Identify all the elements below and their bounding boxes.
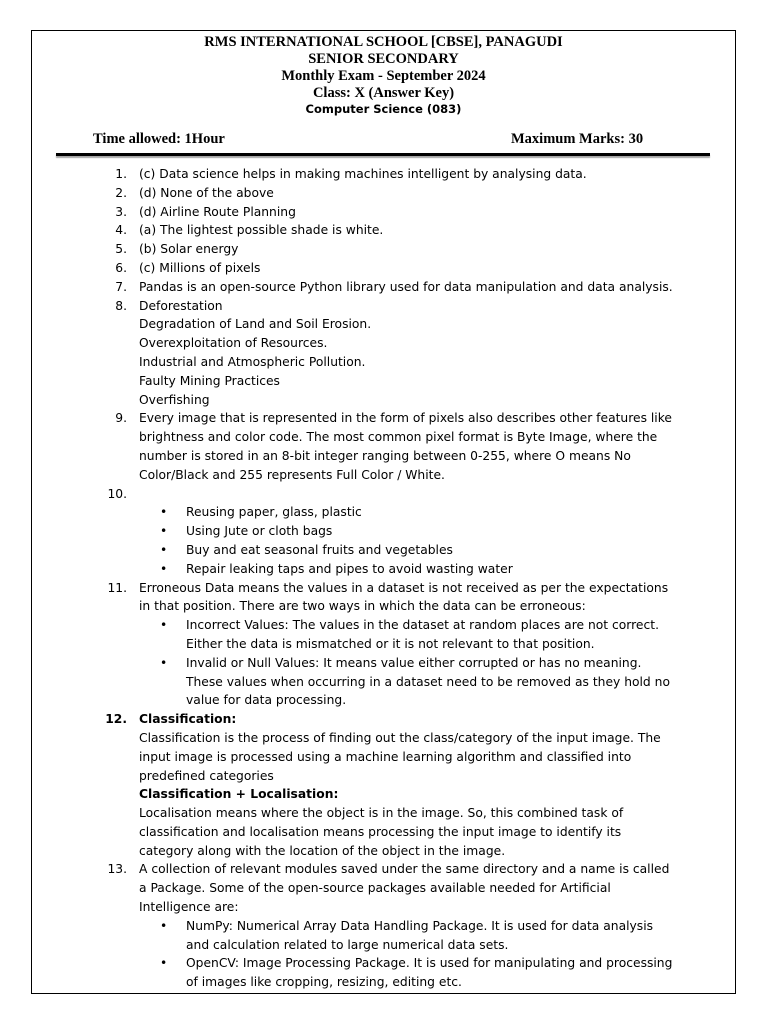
answer-item-13 [0,860,674,992]
answer-heading: Classification + Localisation: [139,787,339,802]
bullet-list [139,503,674,578]
answer-item-1 [0,165,674,184]
answer-item-4 [0,221,674,240]
answer-heading: Classification: [139,712,237,727]
maximum-marks: Maximum Marks: 30 [511,131,644,147]
bullet-item: • Invalid or Null Values: It means value either corrupted or has no meaning. These values when occurring in a dataset need to be removed as they hold no value for data processing. [139,654,674,710]
header-divider [56,153,710,156]
bullet-item: • OpenCV: Image Processing Package. It is used for manipulating and processing of images like cropping, resizing, editing etc. [139,954,674,992]
answer-number: 11. [107,580,127,595]
time-allowed: Time allowed: 1Hour [93,131,225,147]
answer-number: 6. [115,260,127,275]
answer-number: 3. [115,204,127,219]
subject-title: Computer Science (083) [305,102,462,116]
answer-item-3 [0,203,674,222]
class-title: Class: X (Answer Key) [312,85,455,101]
answer-item-2 [0,184,674,203]
answer-number: 10. [107,486,127,501]
answer-line: Deforestation [139,298,223,313]
bullet-item: • Incorrect Values: The values in the dataset at random places are not correct. Either the data is mismatched or it is not relevant to that position. [139,616,674,654]
school-name: RMS INTERNATIONAL SCHOOL [CBSE], PANAGUDI [204,34,563,50]
bullet-item: • Reusing paper, glass, plastic [139,503,674,522]
answer-item-10 [0,485,674,579]
answer-number: 12. [105,712,127,727]
answer-text: Erroneous Data means the values in a dataset is not received as per the expectations in that position. There are two ways in which the data can be erroneous: [139,580,669,614]
blank-line [139,485,674,504]
answer-item-11 [0,579,674,711]
school-level: SENIOR SECONDARY [308,51,459,67]
bullet-item: • Using Jute or cloth bags [139,522,674,541]
exam-title: Monthly Exam - September 2024 [281,68,486,84]
answer-number: 1. [115,167,127,181]
bullet-item: • Repair leaking taps and pipes to avoid wasting water [139,560,674,579]
bullet-list [139,917,674,992]
answer-line: Overfishing [139,392,210,407]
answer-line: Faulty Mining Practices [139,373,280,388]
answer-line: Industrial and Atmospheric Pollution. [139,354,366,369]
answer-text: Every image that is represented in the form of pixels also describes other features like brightness and color code. The most common pixel format is Byte Image, where the number is stored in an 8-bit integer ranging between 0-255, where O means No Color/Black and 255 represents Full Color / White. [139,411,672,482]
answer-text: (a) The lightest possible shade is white. [139,223,384,238]
answer-text: A collection of relevant modules saved under the same directory and a name is called a Package. Some of the open-source packages available needed for Artificial Intelligence are: [139,862,670,915]
answer-text: (d) Airline Route Planning [139,204,296,219]
answer-item-9 [0,409,674,484]
answer-number: 2. [115,185,127,200]
answer-number: 7. [115,279,127,294]
bullet-list [139,616,674,710]
document-header [31,34,736,117]
bullet-item: • NumPy: Numerical Array Data Handling Package. It is used for data analysis and calculation related to large numerical data sets. [139,917,674,955]
answer-text: (c) Data science helps in making machines intelligent by analysing data. [139,167,587,181]
answer-text: Classification is the process of finding out the class/category of the input image. The input image is processed using a machine learning algorithm and classified into predefined categories [139,730,661,783]
answer-list [0,165,768,992]
answer-text: Pandas is an open-source Python library used for data manipulation and data analysis. [139,279,673,294]
answer-number: 5. [115,242,127,257]
answer-text: (c) Millions of pixels [139,260,261,275]
answer-text: (b) Solar energy [139,242,239,257]
answer-number: 4. [115,223,127,238]
answer-line: Overexploitation of Resources. [139,336,328,351]
answer-number: 8. [115,298,127,313]
answer-text: (d) None of the above [139,185,274,200]
answer-number: 9. [115,411,127,426]
answer-item-7 [0,278,674,297]
bullet-item: • Buy and eat seasonal fruits and vegetables [139,541,674,560]
answer-text: Localisation means where the object is in the image. So, this combined task of classification and localisation means processing the input image to identify its category along with the location of the object in the image. [139,806,624,858]
answer-line: Degradation of Land and Soil Erosion. [139,317,372,332]
answer-item-5 [0,240,674,259]
answer-item-6 [0,259,674,278]
answer-item-8 [0,297,674,410]
answer-item-12 [0,710,674,860]
answer-number: 13. [107,862,127,877]
